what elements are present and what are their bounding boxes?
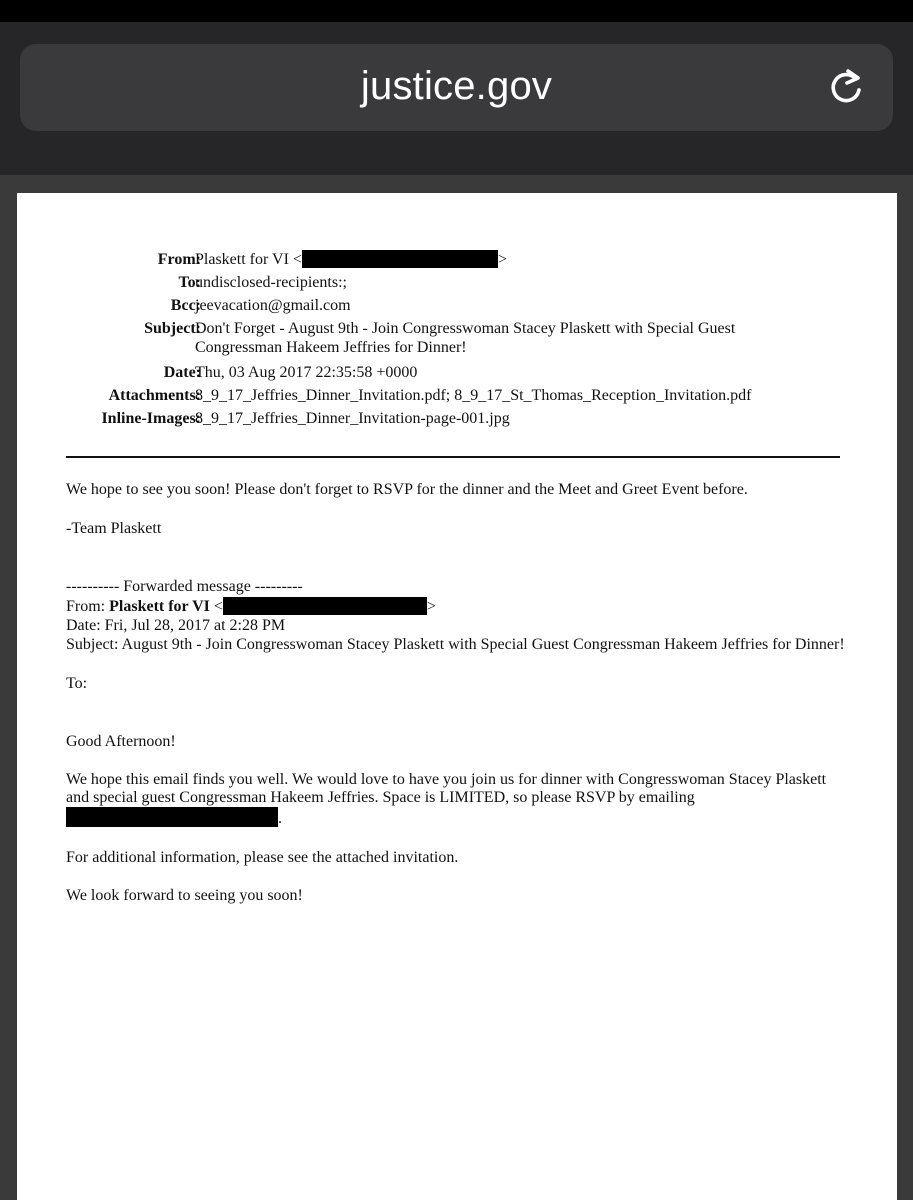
header-divider <box>66 456 840 458</box>
address-bar[interactable] <box>20 44 893 131</box>
forwarded-subject: Subject: August 9th - Join Congresswoman Stacey Plaskett with Special Guest Congressman Hakeem Jeffries for Dinner! <box>66 636 845 653</box>
redaction-bar <box>223 597 427 615</box>
paragraph-closing: We look forward to seeing you soon! <box>66 887 303 904</box>
forwarded-divider: ---------- Forwarded message --------- <box>66 578 303 595</box>
date-value: Thu, 03 Aug 2017 22:35:58 +0000 <box>195 364 418 381</box>
email-header <box>17 250 897 432</box>
greeting: Good Afternoon! <box>66 733 176 750</box>
bcc-value: jeevacation@gmail.com <box>195 297 351 314</box>
subject-value: Don't Forget - August 9th - Join Congresswoman Stacey Plaskett with Special Guest Congressman Hakeem Jeffries for Dinner! <box>195 320 736 356</box>
header-bcc <box>17 296 897 319</box>
date-label: Date: <box>163 364 201 381</box>
attachments-value: 8_9_17_Jeffries_Dinner_Invitation.pdf; 8_9_17_St_Thomas_Reception_Invitation.pdf <box>195 387 752 404</box>
from-value: Plaskett for VI < > <box>195 251 507 268</box>
body-intro: We hope to see you soon! Please don't forget to RSVP for the dinner and the Meet and Greet Event before. <box>66 481 748 498</box>
to-value: undisclosed-recipients:; <box>195 274 347 291</box>
redaction-bar <box>302 250 498 268</box>
header-date <box>17 363 897 386</box>
forwarded-from: From: Plaskett for VI < > <box>66 598 436 615</box>
header-from <box>17 250 897 273</box>
header-subject <box>17 319 897 363</box>
header-inline-images <box>17 409 897 432</box>
to-label: To: <box>178 274 201 291</box>
body-signoff: -Team Plaskett <box>66 520 162 537</box>
url-text[interactable]: justice.gov <box>360 64 553 108</box>
forwarded-date: Date: Fri, Jul 28, 2017 at 2:28 PM <box>66 617 286 634</box>
from-label: From: <box>157 251 201 268</box>
reload-icon[interactable] <box>825 66 867 108</box>
subject-label: Subject: <box>144 320 201 337</box>
attachments-label: Attachments: <box>108 387 201 404</box>
paragraph-invite: We hope this email finds you well. We would love to have you join us for dinner with Congresswoman Stacey Plaskett and special guest Congressman Hakeem Jeffries. Space is LIMITED, so please RSVP by emailing . <box>66 771 827 827</box>
bcc-label: Bcc: <box>170 297 201 314</box>
inline-images-label: Inline-Images: <box>101 410 201 427</box>
document-page <box>17 193 897 1200</box>
forwarded-to: To: <box>66 675 88 692</box>
header-to <box>17 273 897 296</box>
header-attachments <box>17 386 897 409</box>
status-bar <box>0 0 913 22</box>
inline-images-value: 8_9_17_Jeffries_Dinner_Invitation-page-001.jpg <box>195 410 510 427</box>
paragraph-info: For additional information, please see the attached invitation. <box>66 849 459 866</box>
redaction-bar <box>66 807 278 827</box>
